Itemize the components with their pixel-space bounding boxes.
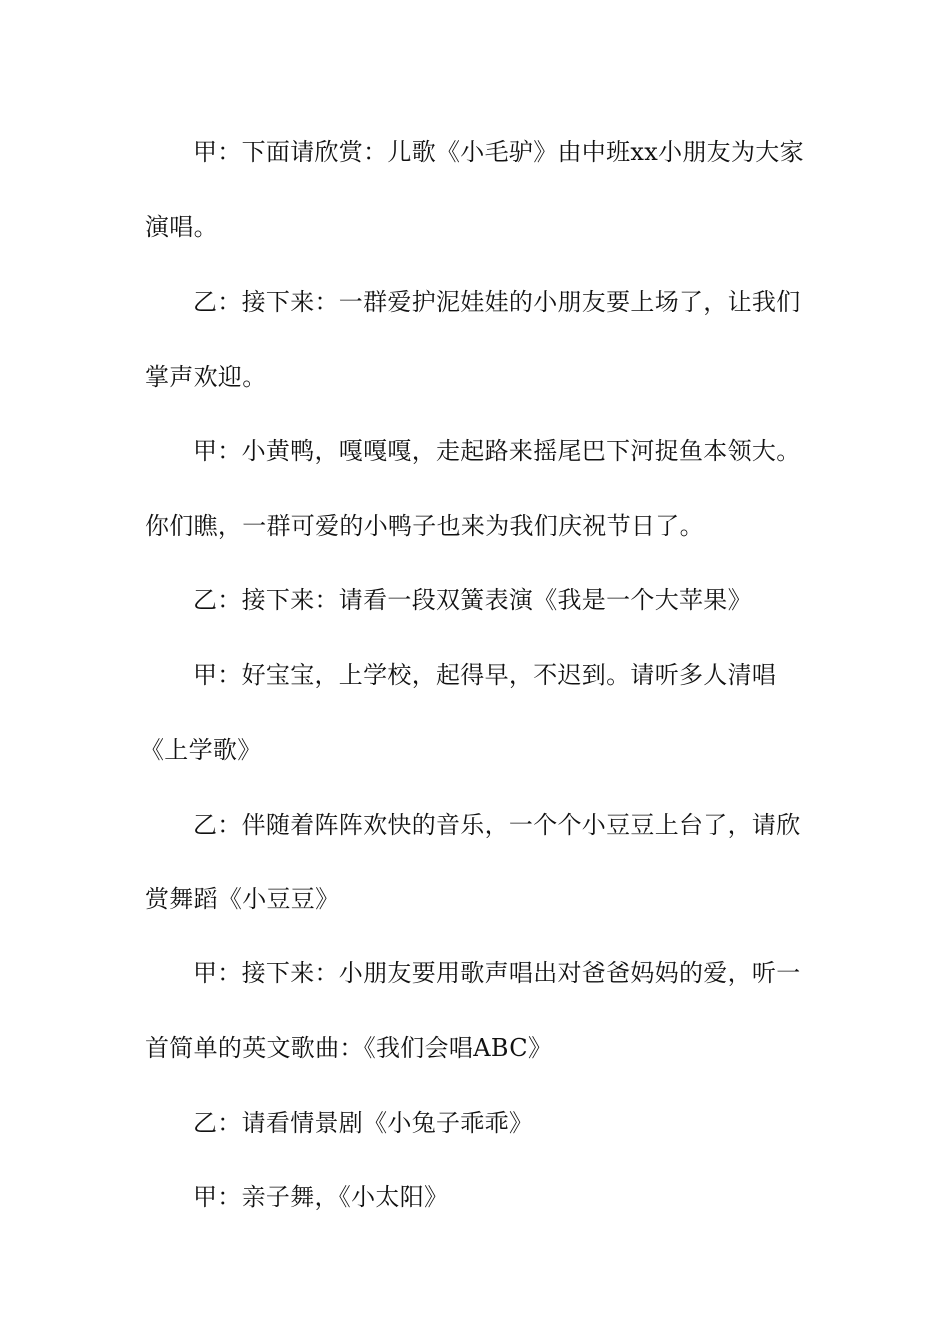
paragraph-line: 甲：小黄鸭，嘎嘎嘎，走起路来摇尾巴下河捉鱼本领大。 <box>193 437 801 465</box>
paragraph-line: 《上学歌》 <box>140 736 262 764</box>
paragraph-line: 甲：下面请欣赏：儿歌《小毛驴》由中班xx小朋友为大家 <box>193 138 804 166</box>
paragraph-line: 甲：亲子舞，《小太阳》 <box>193 1183 449 1211</box>
paragraph-line: 乙：接下来：一群爱护泥娃娃的小朋友要上场了，让我们 <box>193 288 801 316</box>
paragraph-line: 甲：好宝宝，上学校，起得早，不迟到。请听多人清唱 <box>193 661 777 689</box>
paragraph-line: 甲：接下来：小朋友要用歌声唱出对爸爸妈妈的爱，听一 <box>193 959 801 987</box>
paragraph-line: 乙：伴随着阵阵欢快的音乐，一个个小豆豆上台了，请欣 <box>193 811 801 839</box>
paragraph-line: 乙：请看情景剧《小兔子乖乖》 <box>193 1109 534 1137</box>
paragraph-line: 演唱。 <box>145 213 218 241</box>
paragraph-line: 赏舞蹈《小豆豆》 <box>145 885 340 913</box>
paragraph-line: 你们瞧，一群可爱的小鸭子也来为我们庆祝节日了。 <box>145 512 704 540</box>
paragraph-line: 首简单的英文歌曲：《我们会唱ABC》 <box>145 1034 553 1062</box>
paragraph-line: 乙：接下来：请看一段双簧表演《我是一个大苹果》 <box>193 586 752 614</box>
paragraph-line: 掌声欢迎。 <box>145 363 267 391</box>
